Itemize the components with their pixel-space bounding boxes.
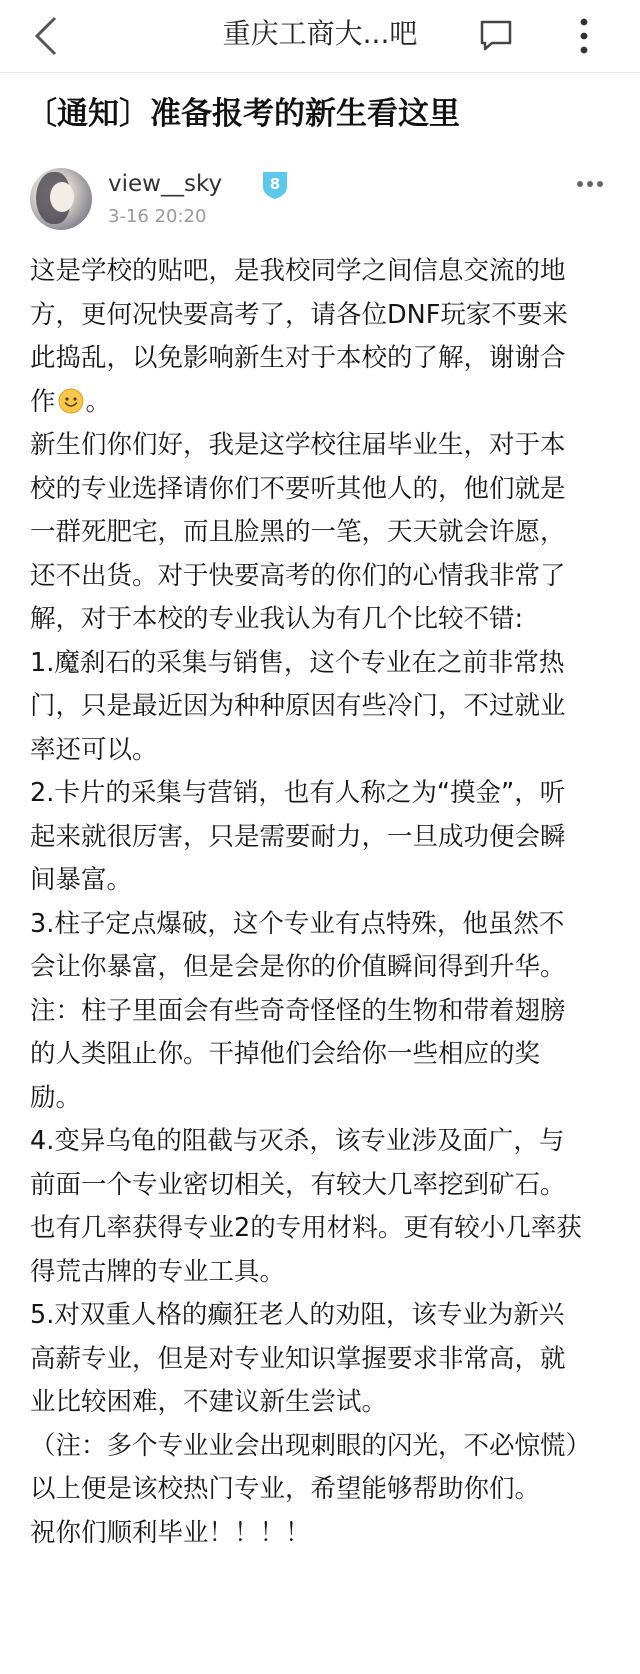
top-navigation-bar <box>0 0 640 73</box>
forum-title[interactable]: 重庆工商大...吧 <box>222 17 418 50</box>
paragraph-intro <box>30 250 586 424</box>
paragraph-note: （注：多个专业业会出现刺眼的闪光，不必惊慌） <box>30 1430 592 1461</box>
author-row <box>30 168 610 238</box>
paragraph-greeting: 新生们你们好，我是这学校往届毕业生，对于本校的专业选择请你们不要听其他人的，他们就是一群死肥宅，而且脸黑的一笔，天天就会许愿，还不出货。对于快要高考的你们的心情我非常了解，对于本校的专业我认为有几个比较不错: <box>30 430 566 634</box>
paragraph-major-2: 2.卡片的采集与营销，也有人称之为“摸金”，听起来就很厉害，只是需要耐力，一旦成功便会瞬间暴富。 <box>30 778 566 895</box>
horizontal-dots-icon <box>576 180 604 188</box>
post-content <box>30 250 592 1555</box>
post-more-button[interactable] <box>572 170 608 198</box>
paragraph-major-3: 3.柱子定点爆破，这个专业有点特殊，他虽然不会让你暴富，但是会是你的价值瞬间得到升华。注：柱子里面会有些奇奇怪怪的生物和带着翅膀的人类阻止你。干掉他们会给你一些相应的奖励。 <box>30 908 566 1113</box>
paragraph-intro-text: 这是学校的贴吧，是我校同学之间信息交流的地方，更何况快要高考了，请各位DNF玩家不要来此捣乱，以免影响新生对于本校的了解，谢谢合作 <box>30 256 568 417</box>
more-options-button[interactable] <box>566 10 602 62</box>
avatar[interactable] <box>30 168 92 230</box>
paragraph-intro-end: 。 <box>85 386 112 417</box>
author-username[interactable]: view__sky <box>108 171 223 197</box>
smiley-emoji-icon <box>58 388 84 414</box>
comment-bubble-icon <box>479 19 513 53</box>
paragraph-closing: 祝你们顺利毕业！！！！ <box>30 1517 311 1548</box>
paragraph-major-1: 1.魔刹石的采集与销售，这个专业在之前非常热门，只是最近因为种种原因有些冷门，不过就业率还可以。 <box>30 647 566 765</box>
avatar-face <box>50 182 74 212</box>
post-title: 〔通知〕准备报考的新生看这里 <box>26 96 460 132</box>
paragraph-major-5: 5.对双重人格的癫狂老人的劝阻，该专业为新兴高薪专业，但是对专业知识掌握要求非常高，就业比较困难，不建议新生尝试。 <box>30 1300 566 1417</box>
back-button[interactable] <box>22 10 70 62</box>
level-badge <box>260 170 290 200</box>
post-time: 3-16 20:20 <box>108 206 207 227</box>
vertical-dots-icon <box>579 18 589 54</box>
paragraph-major-4: 4.变异乌龟的阻截与灭杀，该专业涉及面广，与前面一个专业密切相关，有较大几率挖到矿石。也有几率获得专业2的专用材料。更有较小几率获得荒古牌的专业工具。 <box>30 1126 582 1287</box>
comment-button[interactable] <box>474 14 518 58</box>
chevron-left-icon <box>33 16 59 56</box>
paragraph-summary: 以上便是该校热门专业，希望能够帮助你们。 <box>30 1474 541 1504</box>
level-number: 8 <box>269 175 281 193</box>
